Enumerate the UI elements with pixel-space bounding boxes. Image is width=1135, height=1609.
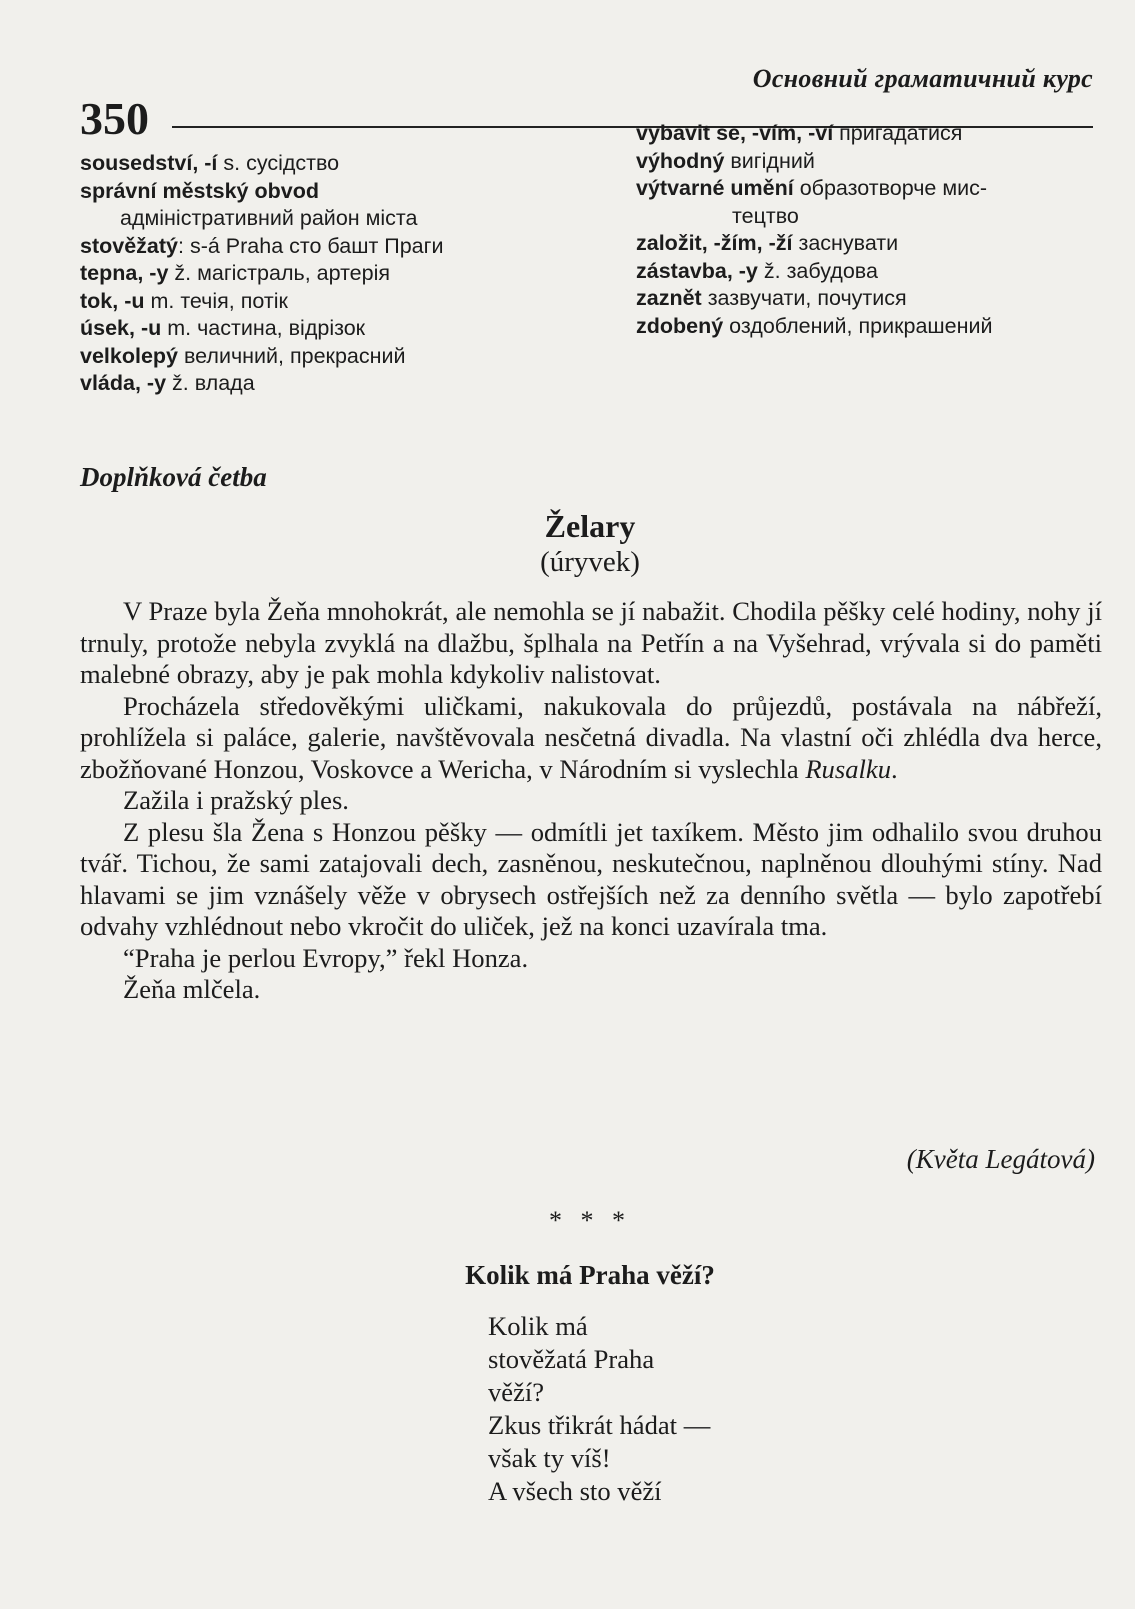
vocab-entry: výtvarné umění образотворче мис- — [636, 176, 988, 200]
author-signature: (Květa Legátová) — [906, 1144, 1095, 1174]
poem-line: Zkus třikrát hádat — — [488, 1410, 711, 1440]
paragraph: “Praha je perlou Evropy,” řekl Honza. — [123, 942, 529, 973]
vocab-entry: zaznět зазвучати, почутися — [636, 286, 907, 310]
paragraph: Žeňa mlčela. — [123, 974, 261, 1004]
vocab-entry: výhodný вигідний — [636, 148, 815, 173]
poem-line: věží? — [488, 1377, 545, 1407]
vocabulary-list-right — [636, 120, 1096, 340]
section-separator: * * * — [549, 1206, 631, 1235]
vocab-entry: sousedství, -í s. сусідство — [80, 151, 340, 175]
vocabulary-list-left — [80, 150, 550, 398]
poem-line: však ty víš! — [488, 1443, 611, 1473]
vocab-entry: správní městský obvod — [80, 178, 319, 203]
poem-line: Kolik má — [488, 1311, 588, 1341]
running-head: Основний граматичний курс — [752, 64, 1093, 93]
paragraph: V Praze byla Žeňa mnohokrát, ale nemohla se jí nabažit. Chodila pěšky celé hodiny, nohy jí trnuly, protože nebyla zvyklá na dlažbu, šplhala na Petřín a na Vyšehrad, vrývala si do paměti malebné obrazy, aby je pak mohla kdykoliv nalistovat. — [80, 596, 1102, 689]
vocab-entry: vláda, -y ž. влада — [80, 371, 255, 395]
vocab-entry: založit, -žím, -ží заснувати — [636, 231, 899, 255]
paragraph: Zažila i pražský ples. — [123, 785, 349, 815]
vocab-entry: stověžatý: s-á Praha сто башт Праги — [80, 233, 444, 258]
poem-text — [488, 1310, 710, 1508]
vocab-entry-continuation: тецтво — [732, 203, 799, 228]
vocab-entry: tepna, -y ž. магістраль, артерія — [80, 261, 391, 285]
story-subtitle: (úryvek) — [540, 546, 640, 578]
paragraph: Procházela středověkými uličkami, nakukovala do průjezdů, postávala na nábřeží, prohlížela si paláce, galerie, navštěvovala nesčetná divadla. Na vlastní oči zhlédla dva herce, zbožňované Honzou, Voskovce a Wericha, v Národním si vyslechla Rusalku. — [80, 690, 1102, 784]
poem-line: A všech sto věží — [488, 1476, 662, 1506]
vocab-entry: tok, -u m. течія, потік — [80, 288, 288, 313]
paragraph: Z plesu šla Žena s Honzou pěšky — odmítli jet taxíkem. Město jim odhalilo svou druhou tvář. Tichou, že sami zatajovali dech, zasněnou, neskutečnou, naplněnou dlouhými stíny. Nad hlavami se jim vznášely věže v obrysech ostřejších než za denního světla — bylo zapotřebí odvahy vzhlédnout nebo vkročit do uliček, jež na konci uzavírala tma. — [80, 816, 1102, 941]
italic-title: Rusalku — [805, 753, 891, 784]
poem-line: stověžatá Praha — [488, 1344, 655, 1374]
vocab-entry: vybavit se, -vím, -ví пригадатися — [636, 121, 963, 145]
story-text — [80, 596, 1102, 1006]
vocab-entry: zástavba, -y ž. забудова — [636, 258, 878, 283]
vocab-entry: zdobený оздоблений, прикрашений — [636, 313, 993, 338]
vocab-entry: velkolepý величний, прекрасний — [80, 343, 406, 368]
section-title: Doplňková četba — [80, 462, 267, 492]
vocab-entry: úsek, -u m. частина, відрізок — [80, 316, 366, 340]
vocab-entry-continuation: адміністративний район міста — [120, 206, 418, 230]
page-number: 350 — [80, 93, 149, 144]
story-title: Želary — [544, 508, 636, 544]
poem-title: Kolik má Praha věží? — [465, 1260, 715, 1290]
